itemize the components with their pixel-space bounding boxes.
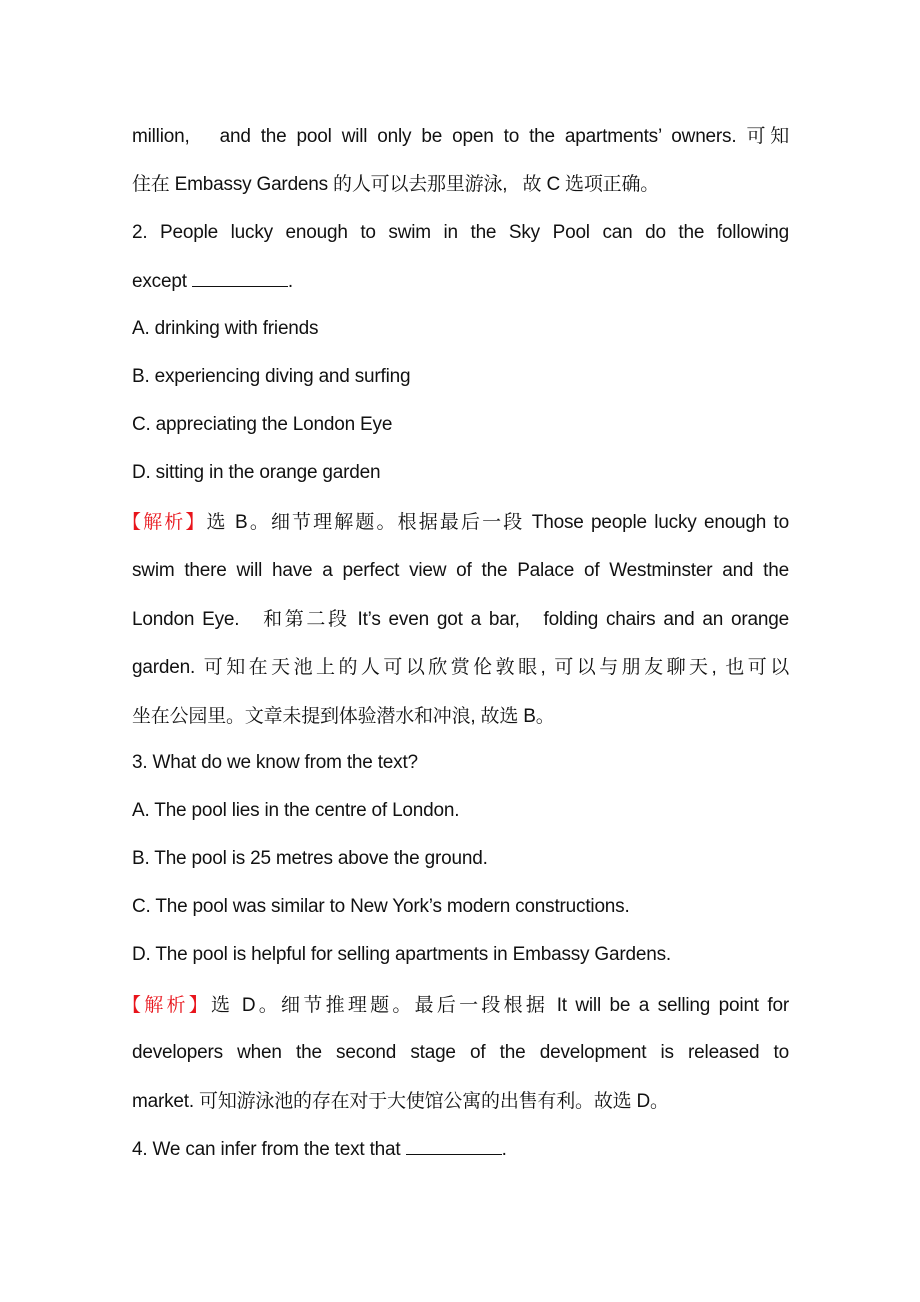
answer-blank	[406, 1136, 502, 1155]
q3-option-d: D. The pool is helpful for selling apartments in Embassy Gardens.	[132, 944, 671, 965]
q3-explanation-text-1: 选 D。细节推理题。最后一段根据 It will be a selling point for	[211, 995, 789, 1016]
q3-option-a: A. The pool lies in the centre of London.	[132, 800, 460, 821]
q2-explanation-line-5: 坐在公园里。文章未提到体验潜水和冲浪, 故选 B。	[132, 706, 555, 727]
q3-option-c: C. The pool was similar to New York’s modern constructions.	[132, 896, 630, 917]
q4-stem	[132, 1136, 789, 1163]
q1-explanation-line-1: million, and the pool will only be open to the apartments’ owners. 可知	[132, 126, 789, 147]
q2-stem-line-1: 2. People lucky enough to swim in the Sky Pool can do the following	[132, 222, 789, 243]
analysis-label: 【解析】	[122, 512, 207, 533]
q2-explanation-line-2: swim there will have a perfect view of the Palace of Westminster and the	[132, 560, 789, 581]
q2-option-a: A. drinking with friends	[132, 318, 319, 339]
q3-stem: 3. What do we know from the text?	[132, 752, 418, 773]
answer-blank	[192, 268, 288, 287]
q2-option-d: D. sitting in the orange garden	[132, 462, 381, 483]
q2-explanation-line-4: garden. 可知在天池上的人可以欣赏伦敦眼, 可以与朋友聊天, 也可以	[132, 657, 789, 678]
q3-explanation-line-3: market. 可知游泳池的存在对于大使馆公寓的出售有利。故选 D。	[132, 1091, 669, 1112]
q4-stem-suffix: .	[501, 1139, 507, 1160]
q2-stem-prefix: except	[132, 271, 192, 292]
q3-option-b: B. The pool is 25 metres above the ground.	[132, 848, 488, 869]
q2-option-b: B. experiencing diving and surfing	[132, 366, 411, 387]
q2-explanation-text-1: 选 B。细节理解题。根据最后一段 Those people lucky enough to	[206, 512, 790, 533]
q3-explanation-line-1	[122, 993, 789, 1019]
q2-explanation-line-3: London Eye. 和第二段 It’s even got a bar, folding chairs and an orange	[132, 609, 789, 630]
q3-explanation-line-2: developers when the second stage of the development is released to	[132, 1042, 789, 1063]
q1-explanation-line-2: 住在 Embassy Gardens 的人可以去那里游泳, 故 C 选项正确。	[132, 174, 660, 195]
q4-stem-prefix: 4. We can infer from the text that	[132, 1139, 406, 1160]
q2-stem-suffix: .	[287, 271, 293, 292]
q2-option-c: C. appreciating the London Eye	[132, 414, 393, 435]
analysis-label: 【解析】	[122, 995, 212, 1016]
q2-explanation-line-1	[122, 510, 790, 536]
q2-stem-line-2	[132, 268, 789, 295]
